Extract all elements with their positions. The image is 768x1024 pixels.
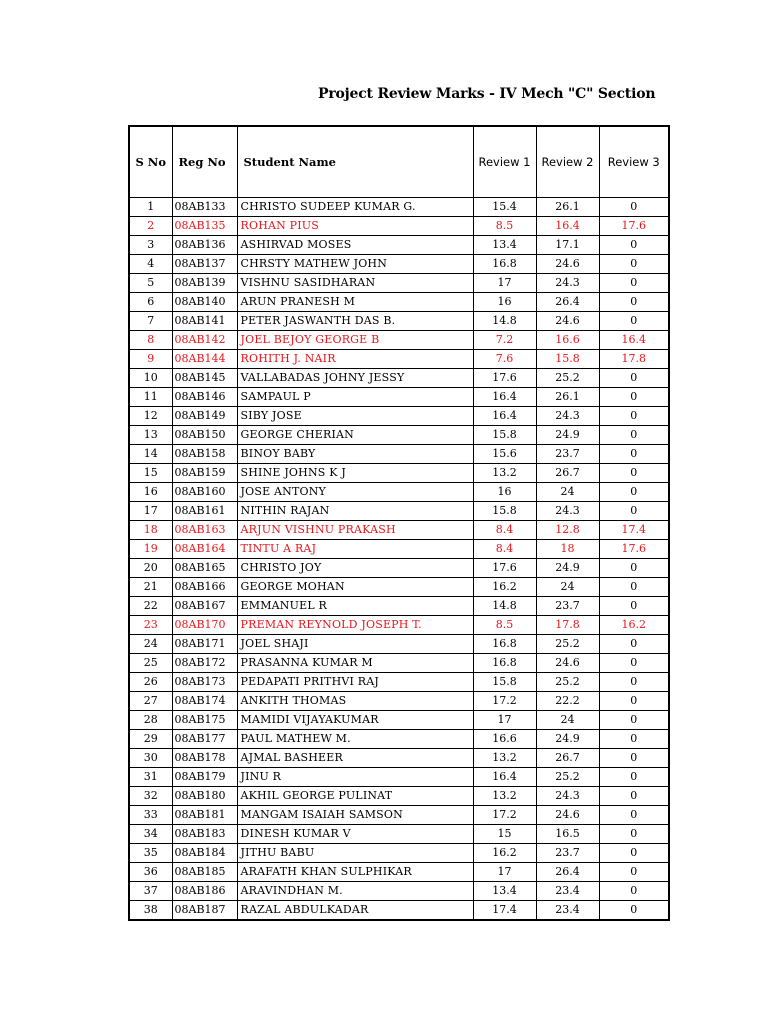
cell-sno: 37 bbox=[129, 882, 172, 901]
cell-student-name: PRASANNA KUMAR M bbox=[237, 654, 473, 673]
column-header-student-name: Student Name bbox=[237, 126, 473, 198]
cell-review-3: 0 bbox=[599, 692, 669, 711]
cell-review-1: 17.6 bbox=[473, 369, 536, 388]
cell-review-3: 17.6 bbox=[599, 540, 669, 559]
cell-student-name: ARAFATH KHAN SULPHIKAR bbox=[237, 863, 473, 882]
cell-review-2: 24 bbox=[536, 711, 599, 730]
cell-student-name: TINTU A RAJ bbox=[237, 540, 473, 559]
cell-review-2: 24.6 bbox=[536, 654, 599, 673]
cell-reg-no: 08AB150 bbox=[172, 426, 237, 445]
cell-review-2: 23.7 bbox=[536, 445, 599, 464]
cell-review-3: 0 bbox=[599, 635, 669, 654]
cell-sno: 24 bbox=[129, 635, 172, 654]
cell-review-1: 16.8 bbox=[473, 255, 536, 274]
cell-student-name: ARUN PRANESH M bbox=[237, 293, 473, 312]
cell-review-3: 0 bbox=[599, 198, 669, 217]
cell-review-2: 24 bbox=[536, 483, 599, 502]
cell-review-3: 0 bbox=[599, 597, 669, 616]
cell-reg-no: 08AB187 bbox=[172, 901, 237, 921]
table-row bbox=[129, 730, 669, 749]
cell-review-3: 0 bbox=[599, 711, 669, 730]
cell-review-2: 17.8 bbox=[536, 616, 599, 635]
cell-student-name: JOEL BEJOY GEORGE B bbox=[237, 331, 473, 350]
cell-review-1: 16 bbox=[473, 483, 536, 502]
cell-review-3: 0 bbox=[599, 236, 669, 255]
cell-review-3: 0 bbox=[599, 749, 669, 768]
cell-reg-no: 08AB171 bbox=[172, 635, 237, 654]
cell-review-3: 0 bbox=[599, 255, 669, 274]
cell-student-name: ANKITH THOMAS bbox=[237, 692, 473, 711]
cell-student-name: PREMAN REYNOLD JOSEPH T. bbox=[237, 616, 473, 635]
column-header-review-1: Review 1 bbox=[473, 126, 536, 198]
table-row bbox=[129, 274, 669, 293]
cell-reg-no: 08AB177 bbox=[172, 730, 237, 749]
cell-student-name: GEORGE MOHAN bbox=[237, 578, 473, 597]
cell-student-name: ROHITH J. NAIR bbox=[237, 350, 473, 369]
cell-sno: 3 bbox=[129, 236, 172, 255]
cell-student-name: EMMANUEL R bbox=[237, 597, 473, 616]
cell-review-3: 17.8 bbox=[599, 350, 669, 369]
cell-sno: 27 bbox=[129, 692, 172, 711]
cell-reg-no: 08AB184 bbox=[172, 844, 237, 863]
cell-student-name: PETER JASWANTH DAS B. bbox=[237, 312, 473, 331]
cell-reg-no: 08AB181 bbox=[172, 806, 237, 825]
cell-review-3: 17.6 bbox=[599, 217, 669, 236]
cell-review-3: 0 bbox=[599, 464, 669, 483]
cell-sno: 21 bbox=[129, 578, 172, 597]
cell-student-name: NITHIN RAJAN bbox=[237, 502, 473, 521]
column-header-reg-no: Reg No bbox=[172, 126, 237, 198]
cell-review-1: 16.8 bbox=[473, 654, 536, 673]
cell-review-1: 13.4 bbox=[473, 236, 536, 255]
column-header-review-3: Review 3 bbox=[599, 126, 669, 198]
cell-sno: 20 bbox=[129, 559, 172, 578]
table-row bbox=[129, 293, 669, 312]
table-row bbox=[129, 464, 669, 483]
cell-review-2: 24.6 bbox=[536, 255, 599, 274]
cell-review-2: 26.4 bbox=[536, 293, 599, 312]
table-row bbox=[129, 863, 669, 882]
table-body bbox=[129, 198, 669, 921]
cell-sno: 1 bbox=[129, 198, 172, 217]
cell-student-name: GEORGE CHERIAN bbox=[237, 426, 473, 445]
cell-reg-no: 08AB136 bbox=[172, 236, 237, 255]
cell-reg-no: 08AB173 bbox=[172, 673, 237, 692]
table-row bbox=[129, 540, 669, 559]
cell-review-3: 0 bbox=[599, 483, 669, 502]
cell-review-2: 24.3 bbox=[536, 787, 599, 806]
column-header-sno: S No bbox=[129, 126, 172, 198]
cell-review-1: 7.2 bbox=[473, 331, 536, 350]
cell-sno: 34 bbox=[129, 825, 172, 844]
cell-sno: 6 bbox=[129, 293, 172, 312]
cell-sno: 25 bbox=[129, 654, 172, 673]
cell-review-2: 26.1 bbox=[536, 388, 599, 407]
cell-review-1: 17 bbox=[473, 711, 536, 730]
table-row bbox=[129, 844, 669, 863]
table-row bbox=[129, 901, 669, 921]
cell-review-1: 16.2 bbox=[473, 578, 536, 597]
cell-sno: 15 bbox=[129, 464, 172, 483]
cell-review-2: 22.2 bbox=[536, 692, 599, 711]
cell-reg-no: 08AB174 bbox=[172, 692, 237, 711]
cell-review-1: 15.4 bbox=[473, 198, 536, 217]
table-row bbox=[129, 749, 669, 768]
cell-reg-no: 08AB158 bbox=[172, 445, 237, 464]
cell-reg-no: 08AB160 bbox=[172, 483, 237, 502]
cell-review-3: 0 bbox=[599, 787, 669, 806]
cell-student-name: VALLABADAS JOHNY JESSY bbox=[237, 369, 473, 388]
cell-review-2: 24.9 bbox=[536, 559, 599, 578]
cell-review-1: 16.4 bbox=[473, 768, 536, 787]
cell-reg-no: 08AB180 bbox=[172, 787, 237, 806]
cell-reg-no: 08AB135 bbox=[172, 217, 237, 236]
cell-sno: 26 bbox=[129, 673, 172, 692]
cell-review-1: 13.2 bbox=[473, 464, 536, 483]
cell-review-2: 24.9 bbox=[536, 426, 599, 445]
cell-review-1: 16.4 bbox=[473, 407, 536, 426]
cell-review-3: 0 bbox=[599, 806, 669, 825]
cell-review-2: 25.2 bbox=[536, 369, 599, 388]
cell-sno: 2 bbox=[129, 217, 172, 236]
cell-review-1: 15.8 bbox=[473, 502, 536, 521]
cell-sno: 5 bbox=[129, 274, 172, 293]
cell-review-2: 24.6 bbox=[536, 806, 599, 825]
table-row bbox=[129, 768, 669, 787]
cell-review-1: 14.8 bbox=[473, 312, 536, 331]
cell-review-2: 25.2 bbox=[536, 635, 599, 654]
table-row bbox=[129, 521, 669, 540]
cell-student-name: MANGAM ISAIAH SAMSON bbox=[237, 806, 473, 825]
cell-review-3: 16.4 bbox=[599, 331, 669, 350]
cell-sno: 31 bbox=[129, 768, 172, 787]
cell-review-2: 24.6 bbox=[536, 312, 599, 331]
cell-sno: 18 bbox=[129, 521, 172, 540]
table-row bbox=[129, 578, 669, 597]
cell-review-1: 17 bbox=[473, 274, 536, 293]
table-row bbox=[129, 502, 669, 521]
cell-review-3: 0 bbox=[599, 578, 669, 597]
table-row bbox=[129, 635, 669, 654]
cell-review-1: 13.4 bbox=[473, 882, 536, 901]
cell-review-2: 26.1 bbox=[536, 198, 599, 217]
cell-reg-no: 08AB133 bbox=[172, 198, 237, 217]
table-row bbox=[129, 673, 669, 692]
table-row bbox=[129, 217, 669, 236]
table-row bbox=[129, 806, 669, 825]
cell-review-2: 26.7 bbox=[536, 749, 599, 768]
cell-review-3: 0 bbox=[599, 407, 669, 426]
column-header-review-2: Review 2 bbox=[536, 126, 599, 198]
cell-review-2: 24 bbox=[536, 578, 599, 597]
cell-review-3: 0 bbox=[599, 844, 669, 863]
table-row bbox=[129, 882, 669, 901]
cell-review-3: 0 bbox=[599, 673, 669, 692]
cell-review-2: 25.2 bbox=[536, 673, 599, 692]
cell-review-1: 15 bbox=[473, 825, 536, 844]
cell-student-name: MAMIDI VIJAYAKUMAR bbox=[237, 711, 473, 730]
cell-review-3: 0 bbox=[599, 502, 669, 521]
cell-student-name: JOEL SHAJI bbox=[237, 635, 473, 654]
cell-review-2: 23.4 bbox=[536, 882, 599, 901]
cell-reg-no: 08AB186 bbox=[172, 882, 237, 901]
table-row bbox=[129, 388, 669, 407]
cell-sno: 28 bbox=[129, 711, 172, 730]
table-row bbox=[129, 369, 669, 388]
cell-review-1: 8.5 bbox=[473, 616, 536, 635]
cell-student-name: DINESH KUMAR V bbox=[237, 825, 473, 844]
cell-review-2: 26.4 bbox=[536, 863, 599, 882]
cell-reg-no: 08AB144 bbox=[172, 350, 237, 369]
cell-review-1: 16.8 bbox=[473, 635, 536, 654]
cell-student-name: AJMAL BASHEER bbox=[237, 749, 473, 768]
cell-student-name: JINU R bbox=[237, 768, 473, 787]
cell-reg-no: 08AB170 bbox=[172, 616, 237, 635]
cell-reg-no: 08AB175 bbox=[172, 711, 237, 730]
cell-review-3: 0 bbox=[599, 312, 669, 331]
table-row bbox=[129, 483, 669, 502]
cell-sno: 10 bbox=[129, 369, 172, 388]
table-row bbox=[129, 407, 669, 426]
cell-sno: 12 bbox=[129, 407, 172, 426]
cell-reg-no: 08AB185 bbox=[172, 863, 237, 882]
cell-sno: 8 bbox=[129, 331, 172, 350]
table-row bbox=[129, 236, 669, 255]
cell-sno: 11 bbox=[129, 388, 172, 407]
cell-reg-no: 08AB137 bbox=[172, 255, 237, 274]
table-header-row bbox=[129, 126, 669, 198]
cell-review-2: 23.7 bbox=[536, 844, 599, 863]
cell-review-1: 16.6 bbox=[473, 730, 536, 749]
cell-sno: 38 bbox=[129, 901, 172, 921]
cell-review-1: 16 bbox=[473, 293, 536, 312]
table-row bbox=[129, 654, 669, 673]
cell-student-name: JITHU BABU bbox=[237, 844, 473, 863]
cell-sno: 16 bbox=[129, 483, 172, 502]
cell-review-2: 16.6 bbox=[536, 331, 599, 350]
cell-review-2: 25.2 bbox=[536, 768, 599, 787]
table-row bbox=[129, 255, 669, 274]
cell-student-name: CHRSTY MATHEW JOHN bbox=[237, 255, 473, 274]
cell-review-3: 0 bbox=[599, 369, 669, 388]
page-title: Project Review Marks - IV Mech "C" Section bbox=[318, 86, 656, 102]
cell-review-1: 17.4 bbox=[473, 901, 536, 921]
table-row bbox=[129, 559, 669, 578]
cell-sno: 29 bbox=[129, 730, 172, 749]
cell-sno: 35 bbox=[129, 844, 172, 863]
cell-review-3: 0 bbox=[599, 863, 669, 882]
table-row bbox=[129, 787, 669, 806]
table-row bbox=[129, 825, 669, 844]
table-row bbox=[129, 331, 669, 350]
cell-sno: 4 bbox=[129, 255, 172, 274]
cell-student-name: PAUL MATHEW M. bbox=[237, 730, 473, 749]
cell-student-name: CHRISTO SUDEEP KUMAR G. bbox=[237, 198, 473, 217]
cell-sno: 23 bbox=[129, 616, 172, 635]
cell-sno: 30 bbox=[129, 749, 172, 768]
cell-review-2: 16.5 bbox=[536, 825, 599, 844]
cell-reg-no: 08AB139 bbox=[172, 274, 237, 293]
cell-review-3: 0 bbox=[599, 445, 669, 464]
table-row bbox=[129, 711, 669, 730]
cell-reg-no: 08AB178 bbox=[172, 749, 237, 768]
marks-table bbox=[128, 125, 670, 921]
table-row bbox=[129, 426, 669, 445]
cell-review-1: 17.6 bbox=[473, 559, 536, 578]
cell-review-1: 15.8 bbox=[473, 673, 536, 692]
cell-review-1: 14.8 bbox=[473, 597, 536, 616]
cell-review-3: 17.4 bbox=[599, 521, 669, 540]
cell-review-1: 8.4 bbox=[473, 521, 536, 540]
cell-review-1: 15.8 bbox=[473, 426, 536, 445]
cell-review-3: 0 bbox=[599, 882, 669, 901]
cell-student-name: ARJUN VISHNU PRAKASH bbox=[237, 521, 473, 540]
cell-review-2: 24.3 bbox=[536, 502, 599, 521]
cell-review-2: 24.9 bbox=[536, 730, 599, 749]
cell-review-2: 23.7 bbox=[536, 597, 599, 616]
cell-review-2: 15.8 bbox=[536, 350, 599, 369]
cell-reg-no: 08AB145 bbox=[172, 369, 237, 388]
cell-reg-no: 08AB172 bbox=[172, 654, 237, 673]
cell-student-name: JOSE ANTONY bbox=[237, 483, 473, 502]
cell-review-2: 18 bbox=[536, 540, 599, 559]
table-row bbox=[129, 597, 669, 616]
cell-review-3: 0 bbox=[599, 293, 669, 312]
cell-reg-no: 08AB161 bbox=[172, 502, 237, 521]
cell-review-1: 15.6 bbox=[473, 445, 536, 464]
table-row bbox=[129, 616, 669, 635]
cell-review-3: 0 bbox=[599, 901, 669, 921]
cell-reg-no: 08AB140 bbox=[172, 293, 237, 312]
table-row bbox=[129, 312, 669, 331]
cell-review-1: 16.2 bbox=[473, 844, 536, 863]
cell-student-name: VISHNU SASIDHARAN bbox=[237, 274, 473, 293]
cell-review-1: 17 bbox=[473, 863, 536, 882]
cell-sno: 32 bbox=[129, 787, 172, 806]
cell-reg-no: 08AB179 bbox=[172, 768, 237, 787]
cell-reg-no: 08AB141 bbox=[172, 312, 237, 331]
cell-review-2: 24.3 bbox=[536, 407, 599, 426]
cell-student-name: RAZAL ABDULKADAR bbox=[237, 901, 473, 921]
cell-review-3: 0 bbox=[599, 825, 669, 844]
cell-student-name: PEDAPATI PRITHVI RAJ bbox=[237, 673, 473, 692]
cell-review-3: 0 bbox=[599, 426, 669, 445]
cell-review-3: 16.2 bbox=[599, 616, 669, 635]
cell-reg-no: 08AB167 bbox=[172, 597, 237, 616]
cell-sno: 36 bbox=[129, 863, 172, 882]
cell-student-name: ROHAN PIUS bbox=[237, 217, 473, 236]
cell-reg-no: 08AB163 bbox=[172, 521, 237, 540]
cell-student-name: ASHIRVAD MOSES bbox=[237, 236, 473, 255]
cell-student-name: CHRISTO JOY bbox=[237, 559, 473, 578]
cell-review-2: 26.7 bbox=[536, 464, 599, 483]
cell-review-2: 24.3 bbox=[536, 274, 599, 293]
cell-student-name: SAMPAUL P bbox=[237, 388, 473, 407]
cell-reg-no: 08AB142 bbox=[172, 331, 237, 350]
cell-reg-no: 08AB183 bbox=[172, 825, 237, 844]
cell-sno: 33 bbox=[129, 806, 172, 825]
cell-review-1: 13.2 bbox=[473, 749, 536, 768]
table-row bbox=[129, 350, 669, 369]
cell-reg-no: 08AB149 bbox=[172, 407, 237, 426]
cell-student-name: SHINE JOHNS K J bbox=[237, 464, 473, 483]
cell-review-1: 17.2 bbox=[473, 806, 536, 825]
cell-review-3: 0 bbox=[599, 274, 669, 293]
cell-review-1: 8.4 bbox=[473, 540, 536, 559]
cell-review-2: 17.1 bbox=[536, 236, 599, 255]
cell-review-3: 0 bbox=[599, 388, 669, 407]
cell-sno: 7 bbox=[129, 312, 172, 331]
cell-reg-no: 08AB166 bbox=[172, 578, 237, 597]
cell-review-3: 0 bbox=[599, 654, 669, 673]
cell-review-2: 16.4 bbox=[536, 217, 599, 236]
cell-student-name: ARAVINDHAN M. bbox=[237, 882, 473, 901]
cell-student-name: AKHIL GEORGE PULINAT bbox=[237, 787, 473, 806]
cell-sno: 22 bbox=[129, 597, 172, 616]
cell-review-3: 0 bbox=[599, 730, 669, 749]
cell-review-2: 12.8 bbox=[536, 521, 599, 540]
cell-review-1: 16.4 bbox=[473, 388, 536, 407]
cell-review-3: 0 bbox=[599, 559, 669, 578]
cell-reg-no: 08AB159 bbox=[172, 464, 237, 483]
table-row bbox=[129, 445, 669, 464]
table-row bbox=[129, 198, 669, 217]
cell-sno: 19 bbox=[129, 540, 172, 559]
cell-review-2: 23.4 bbox=[536, 901, 599, 921]
cell-reg-no: 08AB165 bbox=[172, 559, 237, 578]
cell-review-1: 17.2 bbox=[473, 692, 536, 711]
cell-sno: 14 bbox=[129, 445, 172, 464]
cell-sno: 13 bbox=[129, 426, 172, 445]
cell-student-name: BINOY BABY bbox=[237, 445, 473, 464]
cell-sno: 17 bbox=[129, 502, 172, 521]
cell-review-3: 0 bbox=[599, 768, 669, 787]
cell-review-1: 7.6 bbox=[473, 350, 536, 369]
cell-reg-no: 08AB164 bbox=[172, 540, 237, 559]
cell-reg-no: 08AB146 bbox=[172, 388, 237, 407]
cell-review-1: 13.2 bbox=[473, 787, 536, 806]
cell-student-name: SIBY JOSE bbox=[237, 407, 473, 426]
cell-sno: 9 bbox=[129, 350, 172, 369]
table-row bbox=[129, 692, 669, 711]
cell-review-1: 8.5 bbox=[473, 217, 536, 236]
